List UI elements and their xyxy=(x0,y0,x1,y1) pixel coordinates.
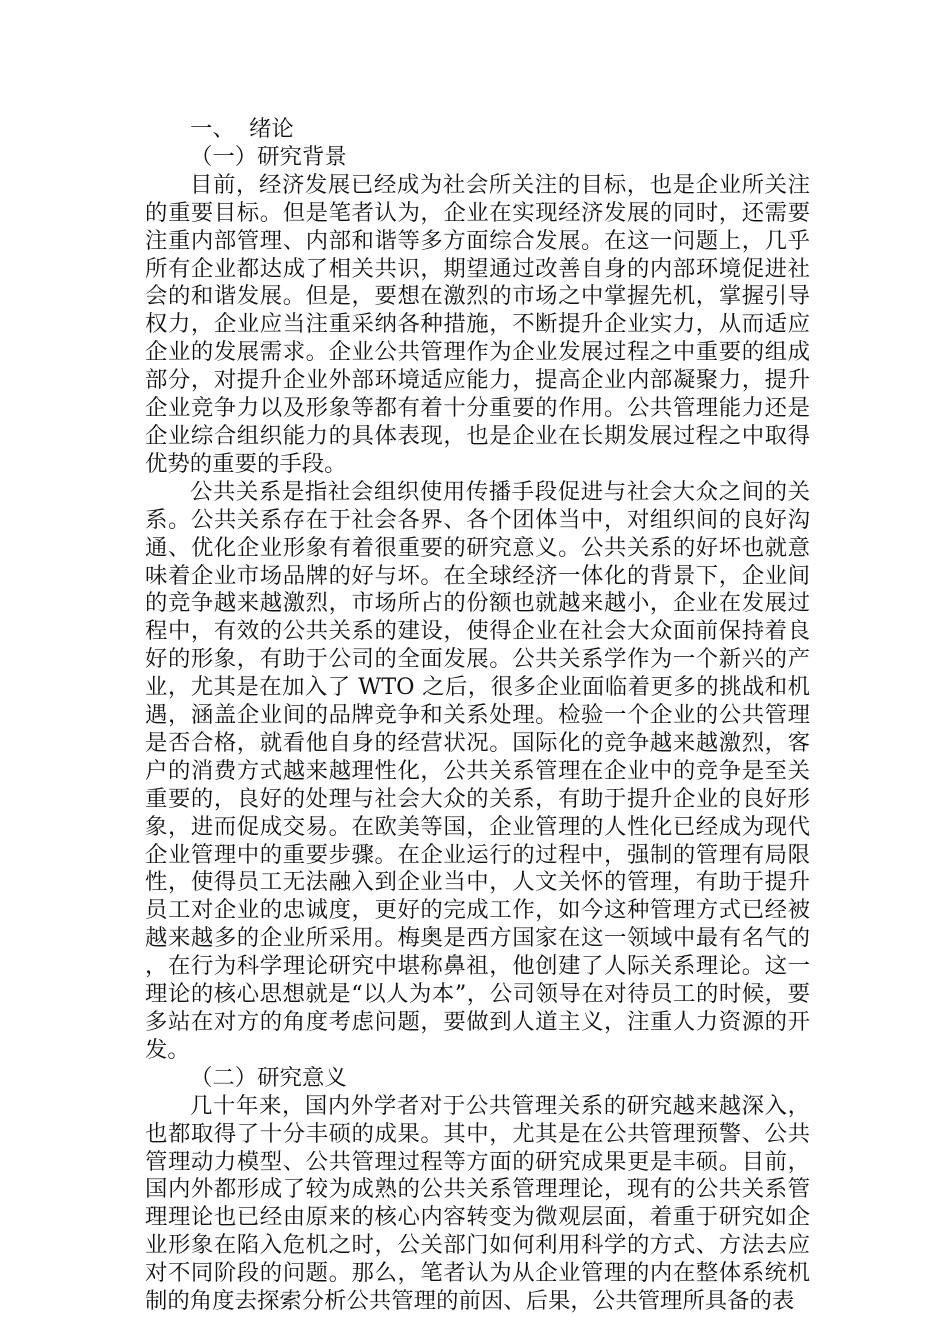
section-heading-introduction: 一、 绪论 xyxy=(190,116,294,142)
subsection-heading-research-background: （一）研究背景 xyxy=(190,143,347,170)
subsection-heading-research-significance: （二）研究意义 xyxy=(190,1064,347,1091)
paragraph-background-2: 公共关系是指社会组织使用传播手段促进与社会大众之间的关系。公共关系存在于社会各界、各个团体当中，对组织间的良好沟通、优化企业形象有着很重要的研究意义。公共关系的好坏也就意味着企业市场品牌的好与坏。在全球经济一体化的背景下，企业间的竞争越来越激烈，市场所占的份额也就越来越小，企业在发展过程中，有效的公共关系的建设，使得企业在社会大众面前保持着良好的形象，有助于公司的全面发展。公共关系学作为一个新兴的产业，尤其是在加入了 WTO 之后，很多企业面临着更多的挑战和机遇，涵盖企业间的品牌竞争和关系处理。检验一个企业的公共管理是否合格，就看他自身的经营状况。国际化的竞争越来越激烈，客户的消费方式越来越理性化，公共关系管理在企业中的竞争是至关重要的，良好的处理与社会大众的关系，有助于提升企业的良好形象，进而促成交易。在欧美等国，企业管理的人性化已经成为现代企业管理中的重要步骤。在企业运行的过程中，强制的管理有局限性，使得员工无法融入到企业当中，人文关怀的管理，有助于提升员工对企业的忠诚度，更好的完成工作，如今这种管理方式已经被越来越多的企业所采用。梅奥是西方国家在这一领域中最有名气的，在行为科学理论研究中堪称鼻祖，他创建了人际关系理论。这一理论的核心思想就是“以人为本”，公司领导在对待员工的时候，要多站在对方的角度考虑问题，要做到人道主义，注重人力资源的开发。 xyxy=(145,478,810,1063)
paragraph-background-1: 目前，经济发展已经成为社会所关注的目标，也是企业所关注的重要目标。但是笔者认为，企业在实现经济发展的同时，还需要注重内部管理、内部和谐等多方面综合发展。在这一问题上，几乎所有企业都达成了相关共识，期望通过改善自身的内部环境促进社会的和谐发展。但是，要想在激烈的市场之中掌握先机，掌握引导权力，企业应当注重采纳各种措施，不断提升企业实力，从而适应企业的发展需求。企业公共管理作为企业发展过程之中重要的组成部分，对提升企业外部环境适应能力，提高企业内部凝聚力，提升企业竞争力以及形象等都有着十分重要的作用。公共管理能力还是企业综合组织能力的具体表现，也是企业在长期发展过程之中取得优势的重要的手段。 xyxy=(145,171,810,477)
paragraph-significance-1: 几十年来，国内外学者对于公共管理关系的研究越来越深入，也都取得了十分丰硕的成果。其中，尤其是在公共管理预警、公共管理动力模型、公共管理过程等方面的研究成果更是丰硕。目前，国内外都形成了较为成熟的公共关系管理理论，现有的公共关系管理理论也已经由原来的核心内容转变为微观层面，着重于研究如企业形象在陷入危机之时，公关部门如何利用科学的方式、方法去应对不同阶段的问题。那么，笔者认为从企业管理的内在整体系统机制的角度去探索分析公共管理的前因、后果，公共管理所具备的表 xyxy=(145,1092,810,1315)
document-page xyxy=(145,116,810,1316)
